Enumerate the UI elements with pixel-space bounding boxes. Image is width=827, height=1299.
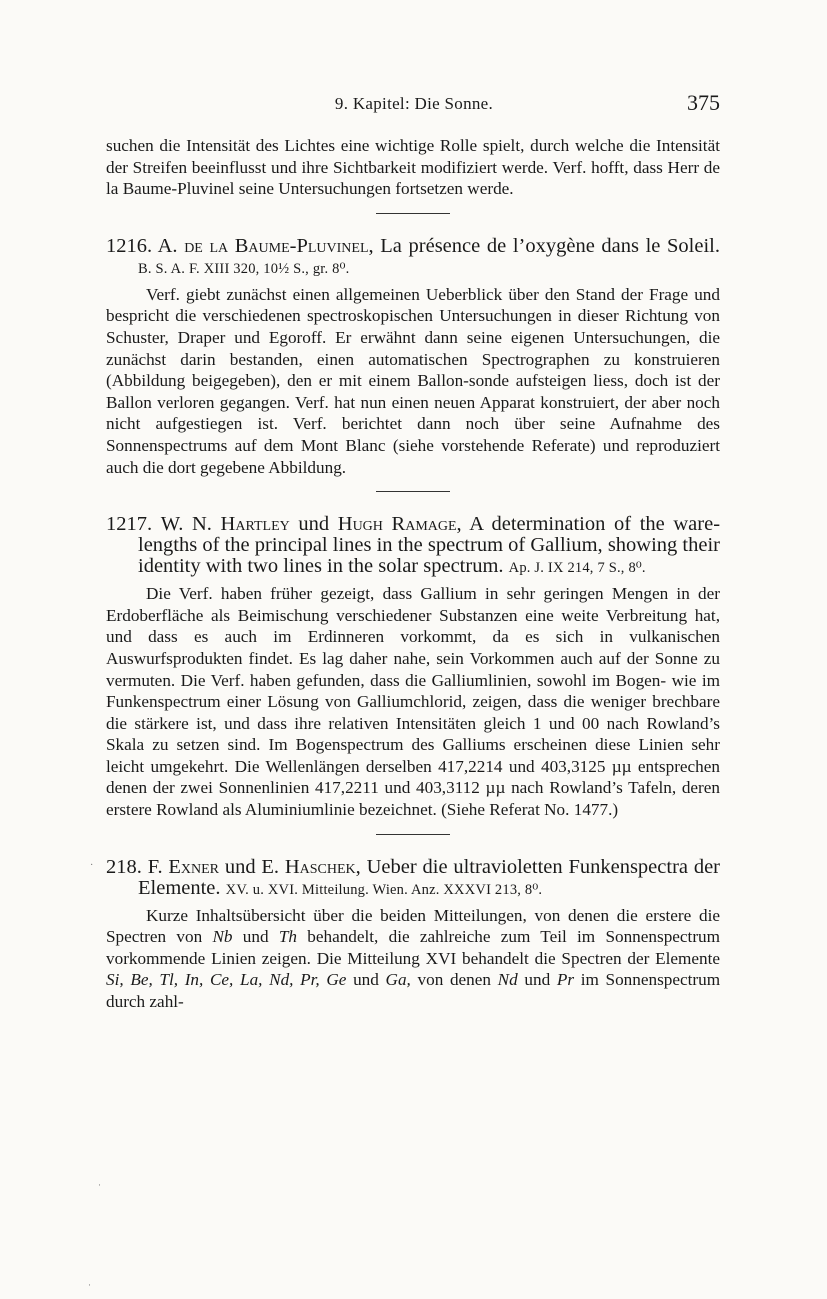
scan-speck: · [90, 860, 94, 871]
entry-number: 218. [106, 855, 142, 878]
entry-218 [106, 857, 720, 1013]
entry-heading [106, 514, 720, 579]
entry-number: 1217. [106, 513, 153, 536]
body-text: behandelt, die zahlreiche zum Teil im Sonnenspectrum vorkommende Linien zeigen. Die Mitteilung XVI behandelt die Spectren der Elemente [106, 927, 721, 968]
author-initial: A. [157, 234, 178, 257]
element-list: Si, Be, Tl, In, Ce, La, Nd, Pr, Ge [106, 970, 347, 990]
page-number: 375 [687, 90, 720, 115]
body-text: von denen [417, 970, 491, 990]
entry-heading [106, 857, 720, 901]
author-name: F. Exner [147, 855, 220, 878]
body-text: und [524, 970, 551, 990]
page-content [106, 135, 720, 1013]
body-text: im Sonnenspectrum durch zahl- [106, 970, 721, 1012]
carryover-paragraph: suchen die Intensität des Lichtes eine wichtige Rolle spielt, durch welche die Intensität der Streifen beeinflusst und ihre Sichtbarkeit modifiziert werde. Verf. hofft, dass Herr de la Baume-Pluvinel seine Untersuchungen fortsetzen werde. [106, 136, 720, 199]
entry-reference: XV. u. XVI. Mitteilung. Wien. Anz. XXXVI 213, 8⁰. [225, 881, 543, 898]
scan-speck: · [88, 1280, 91, 1290]
entry-heading [106, 236, 720, 280]
conjunction: und [298, 513, 330, 536]
entry-title: Ueber die ultravioletten Funkenspectra der Elemente. [138, 855, 720, 899]
author-name: E. Haschek, [261, 855, 361, 878]
separator-rule [376, 491, 450, 492]
running-head [108, 92, 720, 118]
entry-1216 [106, 236, 720, 478]
element-symbol: Th [278, 927, 297, 947]
author-name: W. N. Hartley [160, 513, 290, 536]
body-text: und [353, 970, 379, 990]
entry-body: Verf. giebt zunächst einen allgemeinen Ueberblick über den Stand der Frage und bespricht die verschiedenen spectroskopischen Untersuchungen in dieser Richtung von Schuster, Draper und Egoroff. Er erwähnt dann seine eigenen Untersuchungen, die zunächst darin bestanden, einen automatischen Spectrographen zu konstruieren (Abbildung beigegeben), den er mit einem Ballon-sonde aufsteigen liess, doch ist der Ballon verloren gegangen. Verf. hat nun einen neuen Apparat konstruiert, der aber noch nicht aufgestiegen ist. Verf. berichtet dann noch über seine Aufnahme des Sonnenspectrums auf dem Mont Blanc (siehe vorstehende Referate) und reproduziert auch die dort gegebene Abbildung. [106, 284, 720, 477]
entry-number: 1216. [106, 234, 153, 257]
element-symbol: Nd [497, 970, 518, 990]
element-symbol: Pr [556, 970, 575, 990]
entry-reference: B. S. A. F. XIII 320, 10½ S., gr. 8⁰. [138, 260, 350, 277]
body-text: und [242, 927, 269, 947]
separator-rule [376, 213, 450, 214]
element-symbol: Ga, [385, 970, 411, 990]
entry-title: La présence de l’oxygène dans le Soleil. [380, 234, 720, 257]
entry-body: Die Verf. haben früher gezeigt, dass Gallium in sehr geringen Mengen in der Erdoberfläche als Beimischung verschiedener Substanzen eine weite Verbreitung hat, und dass es auch im Erdinneren vorkommt, da es sich in vulkanischen Auswurfsprodukten findet. Es lag daher nahe, sein Vorkommen auch auf der Sonne zu vermuten. Die Verf. haben gefunden, dass die Galliumlinien, sowohl im Bogen- wie im Funkenspectrum einer Lösung von Galliumchlorid, zeigen, dass die weniger brechbare die stärkere ist, und dass ihre relativen Intensitäten gleich 1 und 00 nach Rowland’s Skala zu setzen sind. Im Bogenspectrum des Galliums erscheinen diese Linien sehr leicht umgekehrt. Die Wellenlängen derselben 417,2214 und 403,3125 µµ entsprechen denen der zwei Sonnenlinien 417,2211 und 403,3112 µµ nach Rowland’s Tafeln, deren erstere Rowland als Aluminiumlinie bezeichnet. (Siehe Referat No. 1477.) [106, 584, 720, 820]
entry-reference: Ap. J. IX 214, 7 S., 8⁰. [508, 560, 646, 577]
conjunction: und [224, 855, 256, 878]
element-symbol: Nb [212, 927, 233, 947]
chapter-title: 9. Kapitel: Die Sonne. [334, 94, 494, 113]
scan-speck: · [98, 1180, 101, 1190]
entry-1217 [106, 514, 720, 821]
author-name: Hugh Ramage, [337, 513, 462, 536]
entry-title: A determination of the ware-lengths of the principal lines in the spectrum of Gallium, showing their identity with two lines in the solar spectrum. [138, 513, 721, 578]
separator-rule [376, 834, 450, 835]
author-name: de la Baume-Pluvinel, [184, 234, 374, 257]
entry-body [106, 905, 720, 1013]
body-text: Kurze Inhaltsübersicht über die beiden Mitteilungen, von denen die erstere die Spectren von [106, 905, 720, 947]
